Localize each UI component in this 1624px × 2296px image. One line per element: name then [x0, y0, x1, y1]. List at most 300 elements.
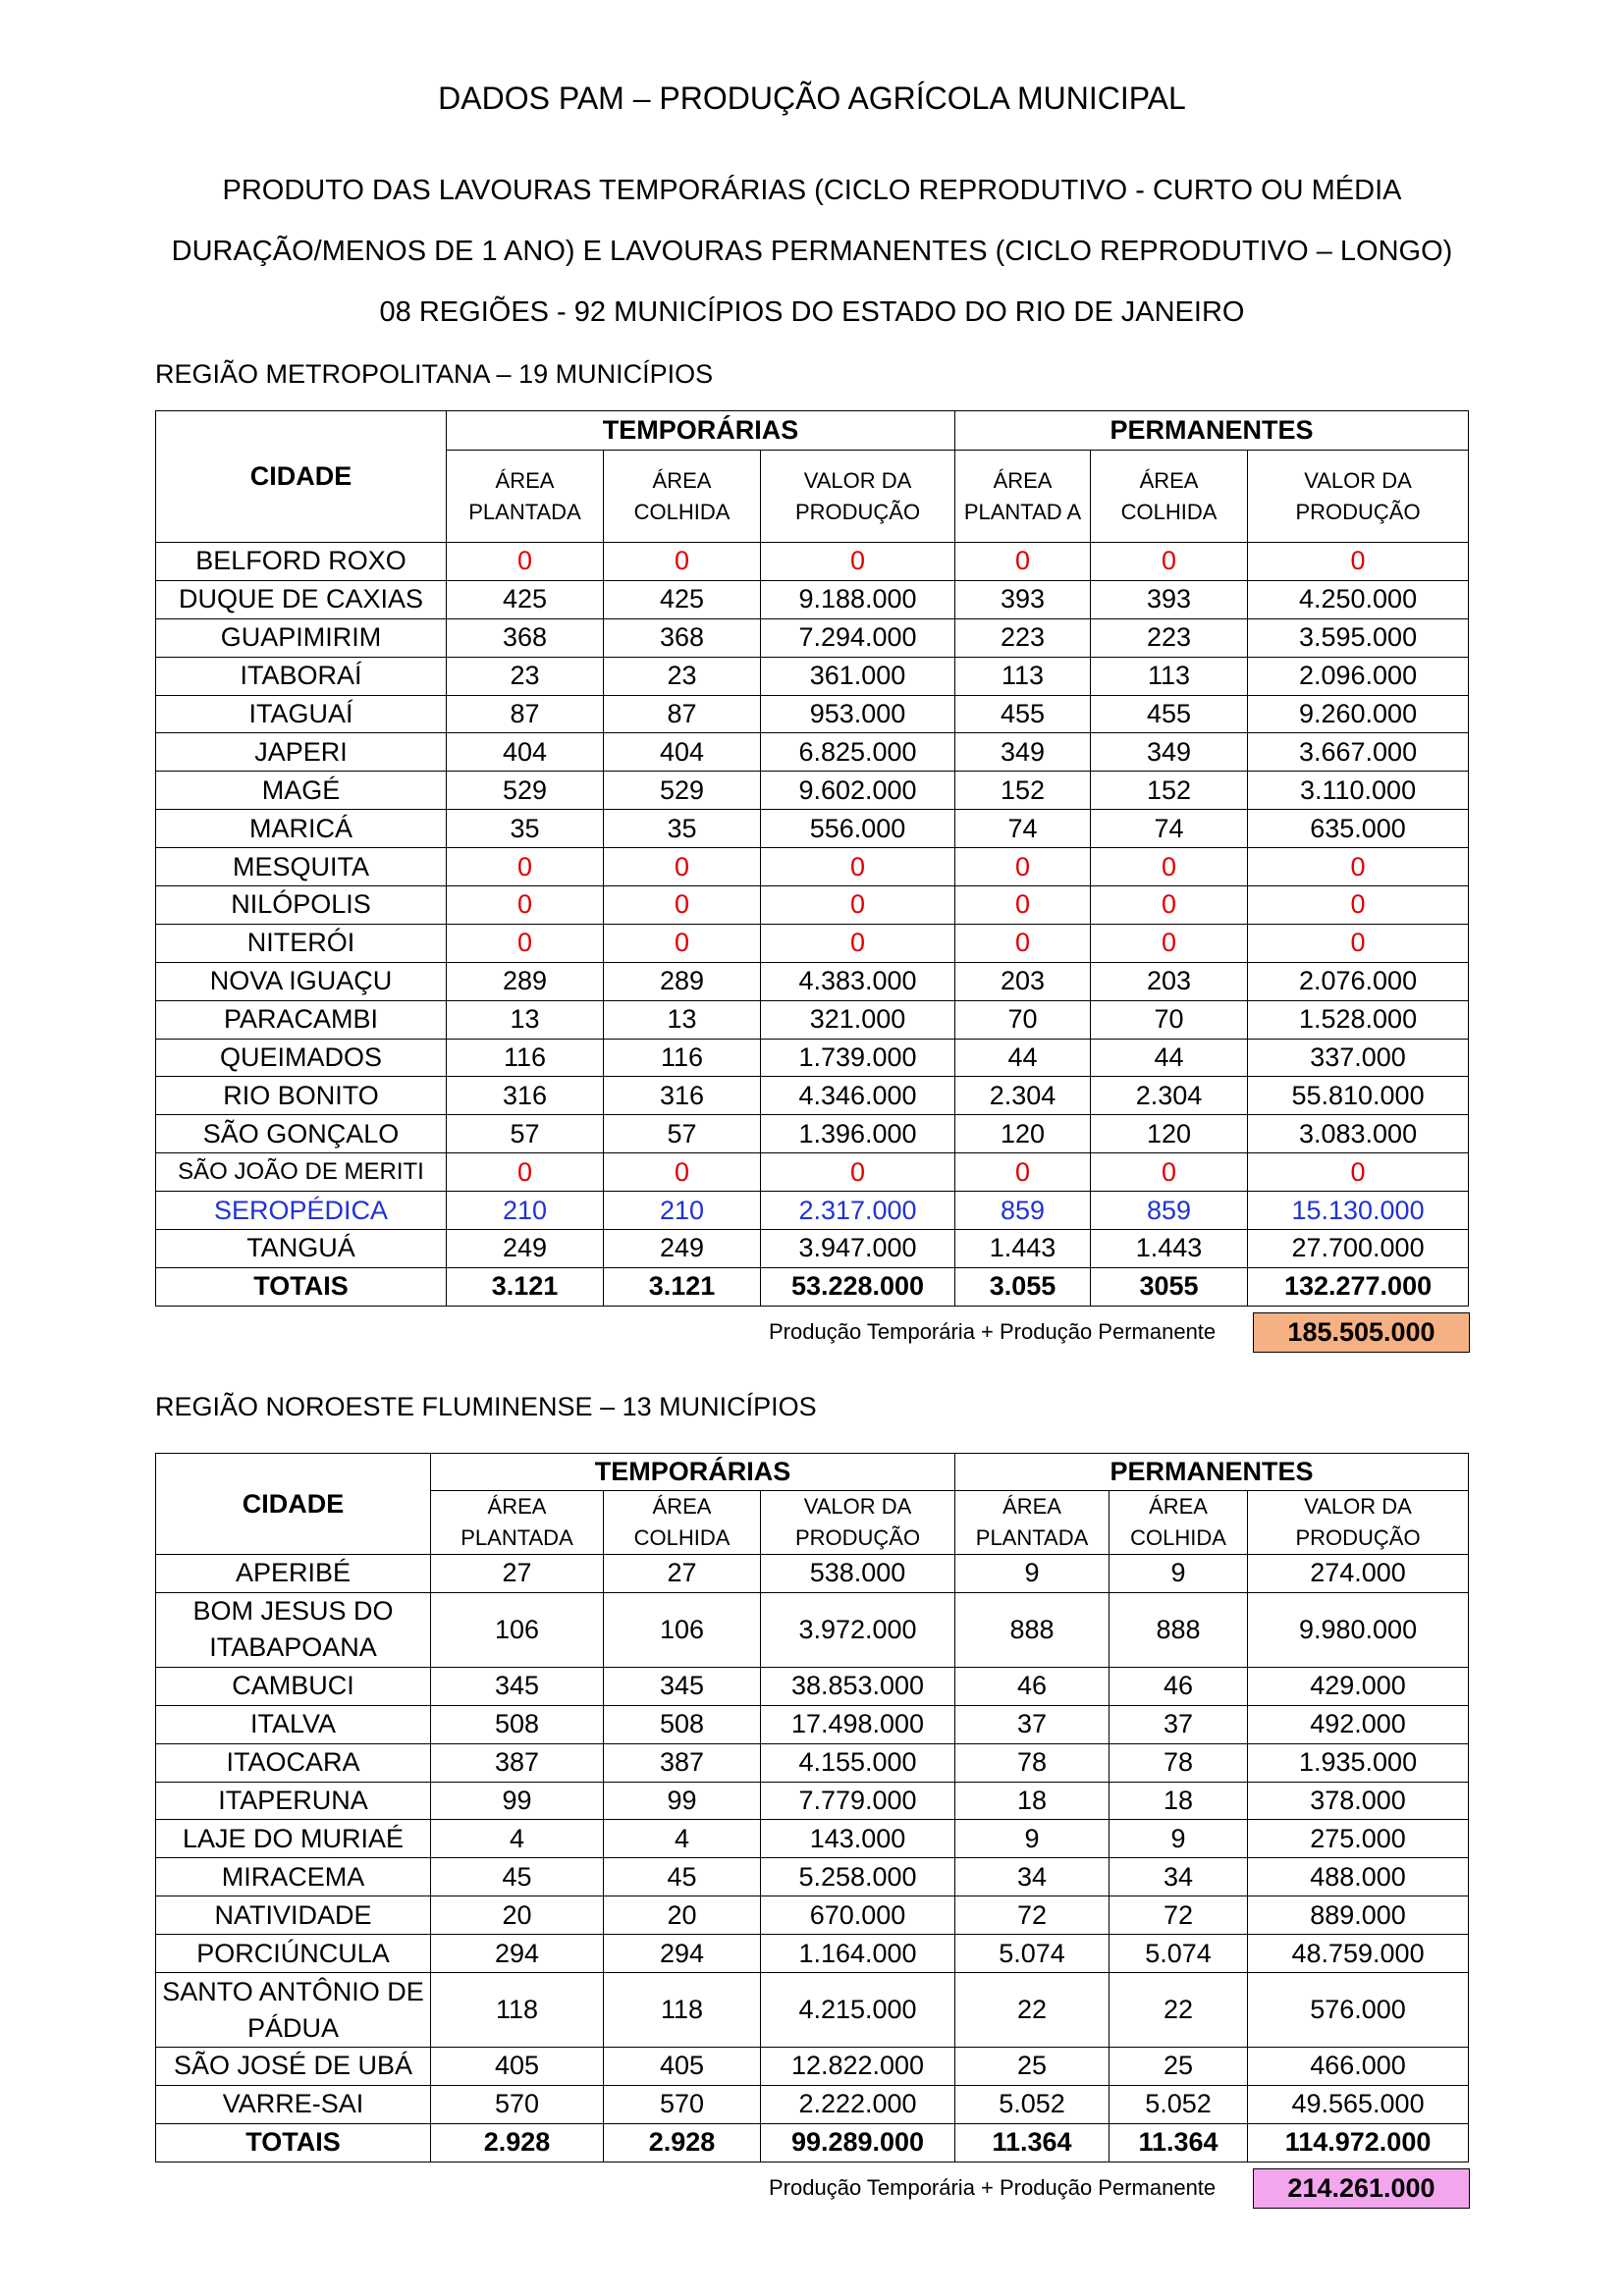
cell-value: 3.595.000 — [1248, 618, 1469, 657]
cell-value: 113 — [1091, 657, 1248, 695]
table-row — [156, 1192, 1469, 1230]
table-row — [156, 695, 1469, 733]
cell-value: 7.779.000 — [761, 1782, 955, 1820]
cell-value: 57 — [447, 1115, 604, 1153]
cell-value: 570 — [431, 2085, 604, 2123]
cell-value: 0 — [1248, 848, 1469, 886]
cell-value: 635.000 — [1248, 810, 1469, 848]
cell-value: 27.700.000 — [1248, 1230, 1469, 1268]
cell-value: 0 — [1091, 886, 1248, 925]
cell-value: 23 — [604, 657, 761, 695]
cell-value: 1.443 — [955, 1230, 1091, 1268]
table-row — [156, 1230, 1469, 1268]
cell-value: 106 — [431, 1592, 604, 1667]
cell-value: 87 — [604, 695, 761, 733]
cell-value: 576.000 — [1248, 1973, 1469, 2048]
cell-value: 455 — [955, 695, 1091, 733]
cell-value: 4.383.000 — [761, 962, 955, 1000]
cell-value: 0 — [447, 1153, 604, 1192]
cell-value: 9 — [955, 1820, 1110, 1858]
cell-cidade: SANTO ANTÔNIO DE PÁDUA — [156, 1973, 431, 2048]
table-row — [156, 1743, 1469, 1782]
header-valor-producao-perm: VALOR DA PRODUÇÃO — [1248, 451, 1469, 543]
cell-value: 87 — [447, 695, 604, 733]
cell-cidade: ITAPERUNA — [156, 1782, 431, 1820]
cell-value: 5.052 — [955, 2085, 1110, 2123]
sum-value-metropolitana: 185.505.000 — [1253, 1312, 1470, 1353]
cell-value: 556.000 — [761, 810, 955, 848]
cell-value: 45 — [604, 1858, 761, 1896]
cell-value: 0 — [1091, 924, 1248, 962]
header-cidade: CIDADE — [156, 411, 447, 543]
cell-value: 113 — [955, 657, 1091, 695]
cell-value: 859 — [955, 1192, 1091, 1230]
cell-value: 0 — [604, 1153, 761, 1192]
cell-cidade: JAPERI — [156, 733, 447, 772]
cell-value: 859 — [1091, 1192, 1248, 1230]
cell-value: 2.317.000 — [761, 1192, 955, 1230]
cell-cidade: TANGUÁ — [156, 1230, 447, 1268]
header-area-colhida-temp: ÁREA COLHIDA — [604, 451, 761, 543]
cell-value: 345 — [604, 1667, 761, 1705]
cell-value: 3.083.000 — [1248, 1115, 1469, 1153]
table-row — [156, 657, 1469, 695]
cell-cidade: BELFORD ROXO — [156, 543, 447, 581]
totals-value: 3.121 — [604, 1267, 761, 1306]
cell-value: 316 — [604, 1077, 761, 1115]
cell-value: 888 — [955, 1592, 1110, 1667]
cell-value: 0 — [604, 924, 761, 962]
cell-cidade: NITERÓI — [156, 924, 447, 962]
table-row — [156, 1896, 1469, 1935]
table-row — [156, 810, 1469, 848]
header-temporarias: TEMPORÁRIAS — [447, 411, 955, 451]
table-row — [156, 1935, 1469, 1973]
cell-value: 118 — [604, 1973, 761, 2048]
table-row — [156, 1973, 1469, 2048]
header-area-plantada-temp: ÁREA PLANTADA — [447, 451, 604, 543]
cell-value: 3.667.000 — [1248, 733, 1469, 772]
cell-value: 13 — [604, 1000, 761, 1039]
cell-value: 74 — [955, 810, 1091, 848]
cell-value: 106 — [604, 1592, 761, 1667]
cell-value: 5.052 — [1110, 2085, 1248, 2123]
cell-cidade: LAJE DO MURIAÉ — [156, 1820, 431, 1858]
cell-value: 361.000 — [761, 657, 955, 695]
table-row — [156, 772, 1469, 810]
cell-value: 1.443 — [1091, 1230, 1248, 1268]
cell-cidade: ITABORAÍ — [156, 657, 447, 695]
cell-value: 72 — [1110, 1896, 1248, 1935]
cell-value: 0 — [761, 543, 955, 581]
cell-value: 0 — [955, 543, 1091, 581]
cell-value: 455 — [1091, 695, 1248, 733]
cell-value: 5.258.000 — [761, 1858, 955, 1896]
cell-cidade: BOM JESUS DO ITABAPOANA — [156, 1592, 431, 1667]
cell-value: 888 — [1110, 1592, 1248, 1667]
table-row — [156, 886, 1469, 925]
cell-value: 45 — [431, 1858, 604, 1896]
cell-cidade: CAMBUCI — [156, 1667, 431, 1705]
cell-value: 368 — [604, 618, 761, 657]
table-row — [156, 1115, 1469, 1153]
cell-cidade: SÃO GONÇALO — [156, 1115, 447, 1153]
cell-value: 889.000 — [1248, 1896, 1469, 1935]
totals-value: 11.364 — [1110, 2123, 1248, 2162]
cell-value: 425 — [604, 580, 761, 618]
cell-cidade: APERIBÉ — [156, 1555, 431, 1593]
subtitle-line-3: 08 REGIÕES - 92 MUNICÍPIOS DO ESTADO DO RIO DE JANEIRO — [379, 296, 1245, 328]
cell-value: 316 — [447, 1077, 604, 1115]
cell-value: 203 — [955, 962, 1091, 1000]
cell-value: 72 — [955, 1896, 1110, 1935]
cell-value: 0 — [761, 886, 955, 925]
cell-value: 4.250.000 — [1248, 580, 1469, 618]
cell-value: 210 — [447, 1192, 604, 1230]
totals-label: TOTAIS — [156, 1267, 447, 1306]
cell-value: 70 — [955, 1000, 1091, 1039]
totals-row — [156, 1267, 1469, 1306]
cell-value: 1.528.000 — [1248, 1000, 1469, 1039]
document-title: DADOS PAM – PRODUÇÃO AGRÍCOLA MUNICIPAL — [438, 80, 1186, 116]
totals-value: 99.289.000 — [761, 2123, 955, 2162]
totals-value: 2.928 — [604, 2123, 761, 2162]
cell-value: 3.110.000 — [1248, 772, 1469, 810]
totals-value: 132.277.000 — [1248, 1267, 1469, 1306]
table-row — [156, 1555, 1469, 1593]
cell-value: 3.972.000 — [761, 1592, 955, 1667]
cell-value: 466.000 — [1248, 2048, 1469, 2086]
cell-value: 2.304 — [1091, 1077, 1248, 1115]
header-area-colhida-perm: ÁREA COLHIDA — [1091, 451, 1248, 543]
cell-value: 405 — [431, 2048, 604, 2086]
cell-value: 18 — [955, 1782, 1110, 1820]
cell-value: 1.739.000 — [761, 1039, 955, 1077]
totals-value: 3.121 — [447, 1267, 604, 1306]
cell-value: 368 — [447, 618, 604, 657]
cell-value: 0 — [761, 848, 955, 886]
cell-value: 78 — [1110, 1743, 1248, 1782]
cell-value: 387 — [431, 1743, 604, 1782]
cell-cidade: SEROPÉDICA — [156, 1192, 447, 1230]
cell-value: 0 — [1091, 848, 1248, 886]
cell-value: 2.096.000 — [1248, 657, 1469, 695]
cell-value: 99 — [431, 1782, 604, 1820]
table-row — [156, 1667, 1469, 1705]
cell-value: 538.000 — [761, 1555, 955, 1593]
cell-value: 294 — [431, 1935, 604, 1973]
cell-value: 70 — [1091, 1000, 1248, 1039]
header-area-plantada-perm: ÁREA PLANTAD A — [955, 451, 1091, 543]
subtitle-line-2: DURAÇÃO/MENOS DE 1 ANO) E LAVOURAS PERMANENTES (CICLO REPRODUTIVO – LONGO) — [171, 236, 1453, 267]
cell-value: 670.000 — [761, 1896, 955, 1935]
cell-value: 120 — [955, 1115, 1091, 1153]
cell-value: 0 — [447, 848, 604, 886]
cell-cidade: PORCIÚNCULA — [156, 1935, 431, 1973]
cell-value: 404 — [604, 733, 761, 772]
cell-value: 116 — [447, 1039, 604, 1077]
cell-value: 9.188.000 — [761, 580, 955, 618]
totals-value: 11.364 — [955, 2123, 1110, 2162]
cell-value: 0 — [604, 543, 761, 581]
cell-value: 0 — [761, 924, 955, 962]
cell-value: 0 — [1091, 1153, 1248, 1192]
cell-value: 210 — [604, 1192, 761, 1230]
cell-value: 4 — [604, 1820, 761, 1858]
cell-value: 0 — [1091, 543, 1248, 581]
table-row — [156, 1820, 1469, 1858]
cell-value: 17.498.000 — [761, 1705, 955, 1743]
cell-value: 13 — [447, 1000, 604, 1039]
cell-value: 321.000 — [761, 1000, 955, 1039]
table-row — [156, 1858, 1469, 1896]
cell-value: 27 — [431, 1555, 604, 1593]
cell-value: 294 — [604, 1935, 761, 1973]
cell-value: 0 — [1248, 886, 1469, 925]
cell-value: 349 — [955, 733, 1091, 772]
cell-value: 49.565.000 — [1248, 2085, 1469, 2123]
table-row — [156, 924, 1469, 962]
cell-value: 0 — [955, 1153, 1091, 1192]
cell-value: 337.000 — [1248, 1039, 1469, 1077]
table-row — [156, 1077, 1469, 1115]
cell-value: 12.822.000 — [761, 2048, 955, 2086]
cell-value: 393 — [1091, 580, 1248, 618]
cell-value: 249 — [604, 1230, 761, 1268]
cell-value: 38.853.000 — [761, 1667, 955, 1705]
cell-value: 4.155.000 — [761, 1743, 955, 1782]
table-row — [156, 543, 1469, 581]
cell-value: 22 — [955, 1973, 1110, 2048]
table-row — [156, 2085, 1469, 2123]
header-valor-producao-temp: VALOR DA PRODUÇÃO — [761, 1491, 955, 1555]
cell-value: 223 — [955, 618, 1091, 657]
cell-value: 4.346.000 — [761, 1077, 955, 1115]
cell-value: 0 — [761, 1153, 955, 1192]
cell-value: 48.759.000 — [1248, 1935, 1469, 1973]
cell-cidade: RIO BONITO — [156, 1077, 447, 1115]
cell-cidade: NATIVIDADE — [156, 1896, 431, 1935]
totals-value: 2.928 — [431, 2123, 604, 2162]
cell-value: 275.000 — [1248, 1820, 1469, 1858]
cell-cidade: PARACAMBI — [156, 1000, 447, 1039]
cell-value: 37 — [955, 1705, 1110, 1743]
cell-value: 143.000 — [761, 1820, 955, 1858]
header-permanentes: PERMANENTES — [955, 1454, 1469, 1491]
table-noroeste — [155, 1453, 1469, 2163]
totals-label: TOTAIS — [156, 2123, 431, 2162]
totals-value: 3.055 — [955, 1267, 1091, 1306]
cell-value: 0 — [604, 848, 761, 886]
header-area-plantada-temp: ÁREA PLANTADA — [431, 1491, 604, 1555]
sum-label-metropolitana: Produção Temporária + Produção Permanente — [769, 1319, 1217, 1344]
cell-value: 22 — [1110, 1973, 1248, 2048]
cell-value: 118 — [431, 1973, 604, 2048]
cell-value: 9 — [955, 1555, 1110, 1593]
region-heading-metropolitana: REGIÃO METROPOLITANA – 19 MUNICÍPIOS — [155, 359, 714, 389]
cell-value: 0 — [1248, 1153, 1469, 1192]
cell-value: 1.396.000 — [761, 1115, 955, 1153]
cell-value: 345 — [431, 1667, 604, 1705]
cell-value: 116 — [604, 1039, 761, 1077]
cell-value: 44 — [1091, 1039, 1248, 1077]
header-area-colhida-temp: ÁREA COLHIDA — [604, 1491, 761, 1555]
cell-cidade: ITALVA — [156, 1705, 431, 1743]
cell-value: 0 — [447, 924, 604, 962]
table-row — [156, 580, 1469, 618]
cell-value: 529 — [447, 772, 604, 810]
cell-value: 223 — [1091, 618, 1248, 657]
cell-value: 378.000 — [1248, 1782, 1469, 1820]
table-row — [156, 1705, 1469, 1743]
cell-value: 0 — [955, 886, 1091, 925]
cell-value: 9.980.000 — [1248, 1592, 1469, 1667]
table-metropolitana — [155, 410, 1469, 1307]
cell-value: 34 — [1110, 1858, 1248, 1896]
table-row — [156, 618, 1469, 657]
cell-value: 25 — [955, 2048, 1110, 2086]
header-area-plantada-perm: ÁREA PLANTADA — [955, 1491, 1110, 1555]
header-permanentes: PERMANENTES — [955, 411, 1469, 451]
cell-value: 0 — [1248, 924, 1469, 962]
sum-label-noroeste: Produção Temporária + Produção Permanente — [769, 2175, 1217, 2200]
cell-cidade: MESQUITA — [156, 848, 447, 886]
cell-value: 249 — [447, 1230, 604, 1268]
cell-cidade: SÃO JOSÉ DE UBÁ — [156, 2048, 431, 2086]
cell-value: 0 — [604, 886, 761, 925]
cell-value: 9 — [1110, 1555, 1248, 1593]
totals-value: 53.228.000 — [761, 1267, 955, 1306]
cell-value: 3.947.000 — [761, 1230, 955, 1268]
cell-value: 120 — [1091, 1115, 1248, 1153]
cell-cidade: QUEIMADOS — [156, 1039, 447, 1077]
cell-value: 289 — [447, 962, 604, 1000]
cell-value: 4.215.000 — [761, 1973, 955, 2048]
cell-value: 203 — [1091, 962, 1248, 1000]
cell-cidade: ITAGUAÍ — [156, 695, 447, 733]
cell-value: 0 — [447, 886, 604, 925]
cell-value: 387 — [604, 1743, 761, 1782]
cell-value: 25 — [1110, 2048, 1248, 2086]
table-row — [156, 1782, 1469, 1820]
cell-value: 34 — [955, 1858, 1110, 1896]
cell-value: 2.076.000 — [1248, 962, 1469, 1000]
header-valor-producao-perm: VALOR DA PRODUÇÃO — [1248, 1491, 1469, 1555]
cell-value: 0 — [955, 848, 1091, 886]
cell-value: 570 — [604, 2085, 761, 2123]
table-row — [156, 1000, 1469, 1039]
cell-value: 0 — [1248, 543, 1469, 581]
cell-value: 492.000 — [1248, 1705, 1469, 1743]
cell-value: 425 — [447, 580, 604, 618]
cell-cidade: MIRACEMA — [156, 1858, 431, 1896]
table-row — [156, 1039, 1469, 1077]
cell-value: 404 — [447, 733, 604, 772]
cell-value: 37 — [1110, 1705, 1248, 1743]
cell-value: 20 — [604, 1896, 761, 1935]
cell-value: 57 — [604, 1115, 761, 1153]
cell-value: 27 — [604, 1555, 761, 1593]
cell-value: 99 — [604, 1782, 761, 1820]
cell-value: 2.222.000 — [761, 2085, 955, 2123]
cell-value: 393 — [955, 580, 1091, 618]
cell-cidade: MARICÁ — [156, 810, 447, 848]
header-valor-producao-temp: VALOR DA PRODUÇÃO — [761, 451, 955, 543]
subtitle-line-1: PRODUTO DAS LAVOURAS TEMPORÁRIAS (CICLO REPRODUTIVO - CURTO OU MÉDIA — [222, 175, 1402, 206]
cell-value: 349 — [1091, 733, 1248, 772]
sum-value-noroeste: 214.261.000 — [1253, 2168, 1470, 2209]
cell-value: 1.935.000 — [1248, 1743, 1469, 1782]
table-row — [156, 962, 1469, 1000]
region-heading-noroeste: REGIÃO NOROESTE FLUMINENSE – 13 MUNICÍPIOS — [155, 1392, 817, 1421]
cell-value: 9.602.000 — [761, 772, 955, 810]
cell-value: 35 — [604, 810, 761, 848]
cell-value: 953.000 — [761, 695, 955, 733]
cell-value: 46 — [1110, 1667, 1248, 1705]
totals-value: 114.972.000 — [1248, 2123, 1469, 2162]
cell-value: 46 — [955, 1667, 1110, 1705]
cell-value: 152 — [1091, 772, 1248, 810]
cell-value: 23 — [447, 657, 604, 695]
cell-value: 7.294.000 — [761, 618, 955, 657]
table-row — [156, 848, 1469, 886]
cell-value: 0 — [447, 543, 604, 581]
cell-value: 0 — [955, 924, 1091, 962]
table-row — [156, 1153, 1469, 1192]
cell-cidade: MAGÉ — [156, 772, 447, 810]
cell-value: 274.000 — [1248, 1555, 1469, 1593]
cell-value: 508 — [431, 1705, 604, 1743]
cell-value: 429.000 — [1248, 1667, 1469, 1705]
header-temporarias: TEMPORÁRIAS — [431, 1454, 955, 1491]
table-row — [156, 1592, 1469, 1667]
cell-value: 289 — [604, 962, 761, 1000]
cell-cidade: GUAPIMIRIM — [156, 618, 447, 657]
cell-value: 529 — [604, 772, 761, 810]
cell-cidade: NILÓPOLIS — [156, 886, 447, 925]
header-cidade: CIDADE — [156, 1454, 431, 1555]
cell-cidade: NOVA IGUAÇU — [156, 962, 447, 1000]
cell-value: 5.074 — [955, 1935, 1110, 1973]
cell-value: 488.000 — [1248, 1858, 1469, 1896]
cell-value: 152 — [955, 772, 1091, 810]
cell-value: 508 — [604, 1705, 761, 1743]
cell-cidade: SÃO JOÃO DE MERITI — [156, 1153, 447, 1192]
cell-value: 6.825.000 — [761, 733, 955, 772]
cell-value: 405 — [604, 2048, 761, 2086]
table-row — [156, 733, 1469, 772]
cell-value: 1.164.000 — [761, 1935, 955, 1973]
cell-cidade: DUQUE DE CAXIAS — [156, 580, 447, 618]
cell-value: 20 — [431, 1896, 604, 1935]
cell-value: 78 — [955, 1743, 1110, 1782]
cell-value: 4 — [431, 1820, 604, 1858]
cell-value: 74 — [1091, 810, 1248, 848]
cell-value: 15.130.000 — [1248, 1192, 1469, 1230]
totals-row — [156, 2123, 1469, 2162]
cell-value: 18 — [1110, 1782, 1248, 1820]
cell-value: 35 — [447, 810, 604, 848]
header-area-colhida-perm: ÁREA COLHIDA — [1110, 1491, 1248, 1555]
table-row — [156, 2048, 1469, 2086]
cell-value: 9.260.000 — [1248, 695, 1469, 733]
cell-value: 9 — [1110, 1820, 1248, 1858]
cell-value: 55.810.000 — [1248, 1077, 1469, 1115]
cell-cidade: ITAOCARA — [156, 1743, 431, 1782]
cell-value: 44 — [955, 1039, 1091, 1077]
totals-value: 3055 — [1091, 1267, 1248, 1306]
cell-value: 2.304 — [955, 1077, 1091, 1115]
